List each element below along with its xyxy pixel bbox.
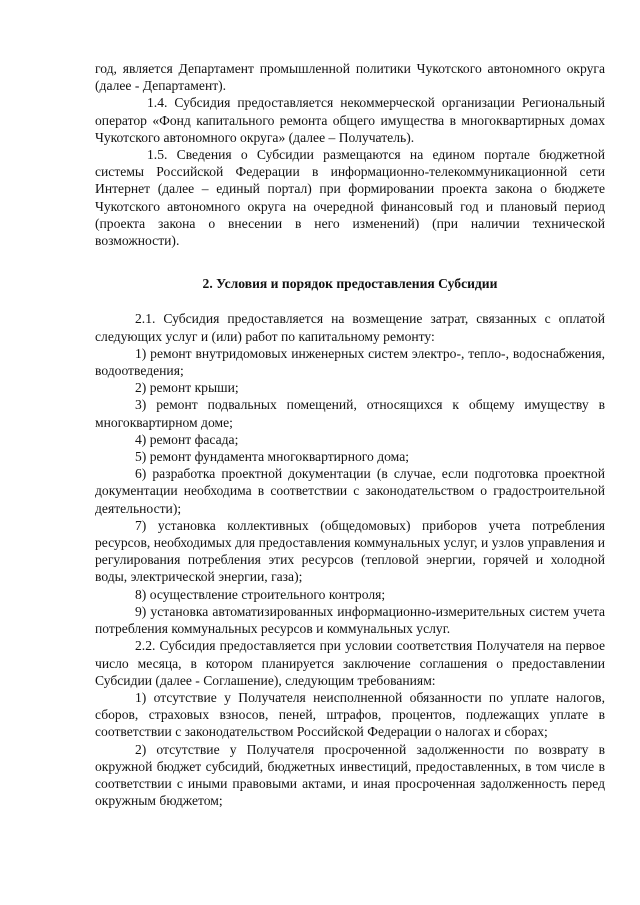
list-item-4: 4) ремонт фасада; <box>135 431 239 447</box>
document-body <box>95 60 605 809</box>
section-heading: 2. Условия и порядок предоставления Субсидии <box>202 276 498 292</box>
requirement-item-2: 2) отсутствие у Получателя просроченной задолженности по возврату в окружной бюджет субсидий, бюджетных инвестиций, предоставленных, в том числе в соответствии с иными правовыми актами, и иная просроченная задолженность перед окружным бюджетом; <box>95 741 605 809</box>
paragraph-1-5: 1.5. Сведения о Субсидии размещаются на едином портале бюджетной системы Российской Федерации в информационно-телекоммуникационной сети Интернет (далее – единый портал) при формировании проекта закона о бюджете Чукотского автономного округа на очередной финансовый год и плановый период (проекта закона о внесении в него изменений) (при наличии технической возможности). <box>95 147 605 249</box>
paragraph-2-1: 2.1. Субсидия предоставляется на возмещение затрат, связанных с оплатой следующих услуг и (или) работ по капитальному ремонту: <box>95 311 605 344</box>
paragraph-2-2: 2.2. Субсидия предоставляется при условии соответствия Получателя на первое число месяца, в котором планируется заключение соглашения о предоставлении Субсидии (далее - Соглашение), следующим требованиям: <box>95 638 605 688</box>
list-item-6: 6) разработка проектной документации (в случае, если подготовка проектной документации необходима в соответствии с законодательством о градостроительной деятельности); <box>95 466 605 516</box>
requirement-item-1: 1) отсутствие у Получателя неисполненной обязанности по уплате налогов, сборов, страховых взносов, пеней, штрафов, процентов, подлежащих уплате в соответствии с законодательством Российской Федерации о налогах и сборах; <box>95 689 605 740</box>
list-item-3: 3) ремонт подвальных помещений, относящихся к общему имуществу в многоквартирном доме; <box>95 397 605 430</box>
paragraph-department: год, является Департамент промышленной политики Чукотского автономного округа (далее - Департамент). <box>95 61 605 94</box>
list-item-1: 1) ремонт внутридомовых инженерных систем электро-, тепло-, водоснабжения, водоотведения; <box>95 345 605 379</box>
list-item-9: 9) установка автоматизированных информационно-измерительных систем учета потребления коммунальных ресурсов и коммунальных услуг. <box>95 603 605 637</box>
paragraph-1-4: 1.4. Субсидия предоставляется некоммерческой организации Региональный оператор «Фонд капитального ремонта общего имущества в многоквартирных домах Чукотского автономного округа» (далее – Получатель). <box>95 95 605 145</box>
list-item-8: 8) осуществление строительного контроля; <box>135 586 386 602</box>
list-item-5: 5) ремонт фундамента многоквартирного дома; <box>135 449 409 465</box>
list-item-2: 2) ремонт крыши; <box>135 380 239 396</box>
list-item-7: 7) установка коллективных (общедомовых) приборов учета потребления ресурсов, необходимых для предоставления коммунальных услуг, и узлов управления и регулирования потребления этих ресурсов (тепловой энергии, горячей и холодной воды, электрической энергии, газа); <box>95 517 605 585</box>
